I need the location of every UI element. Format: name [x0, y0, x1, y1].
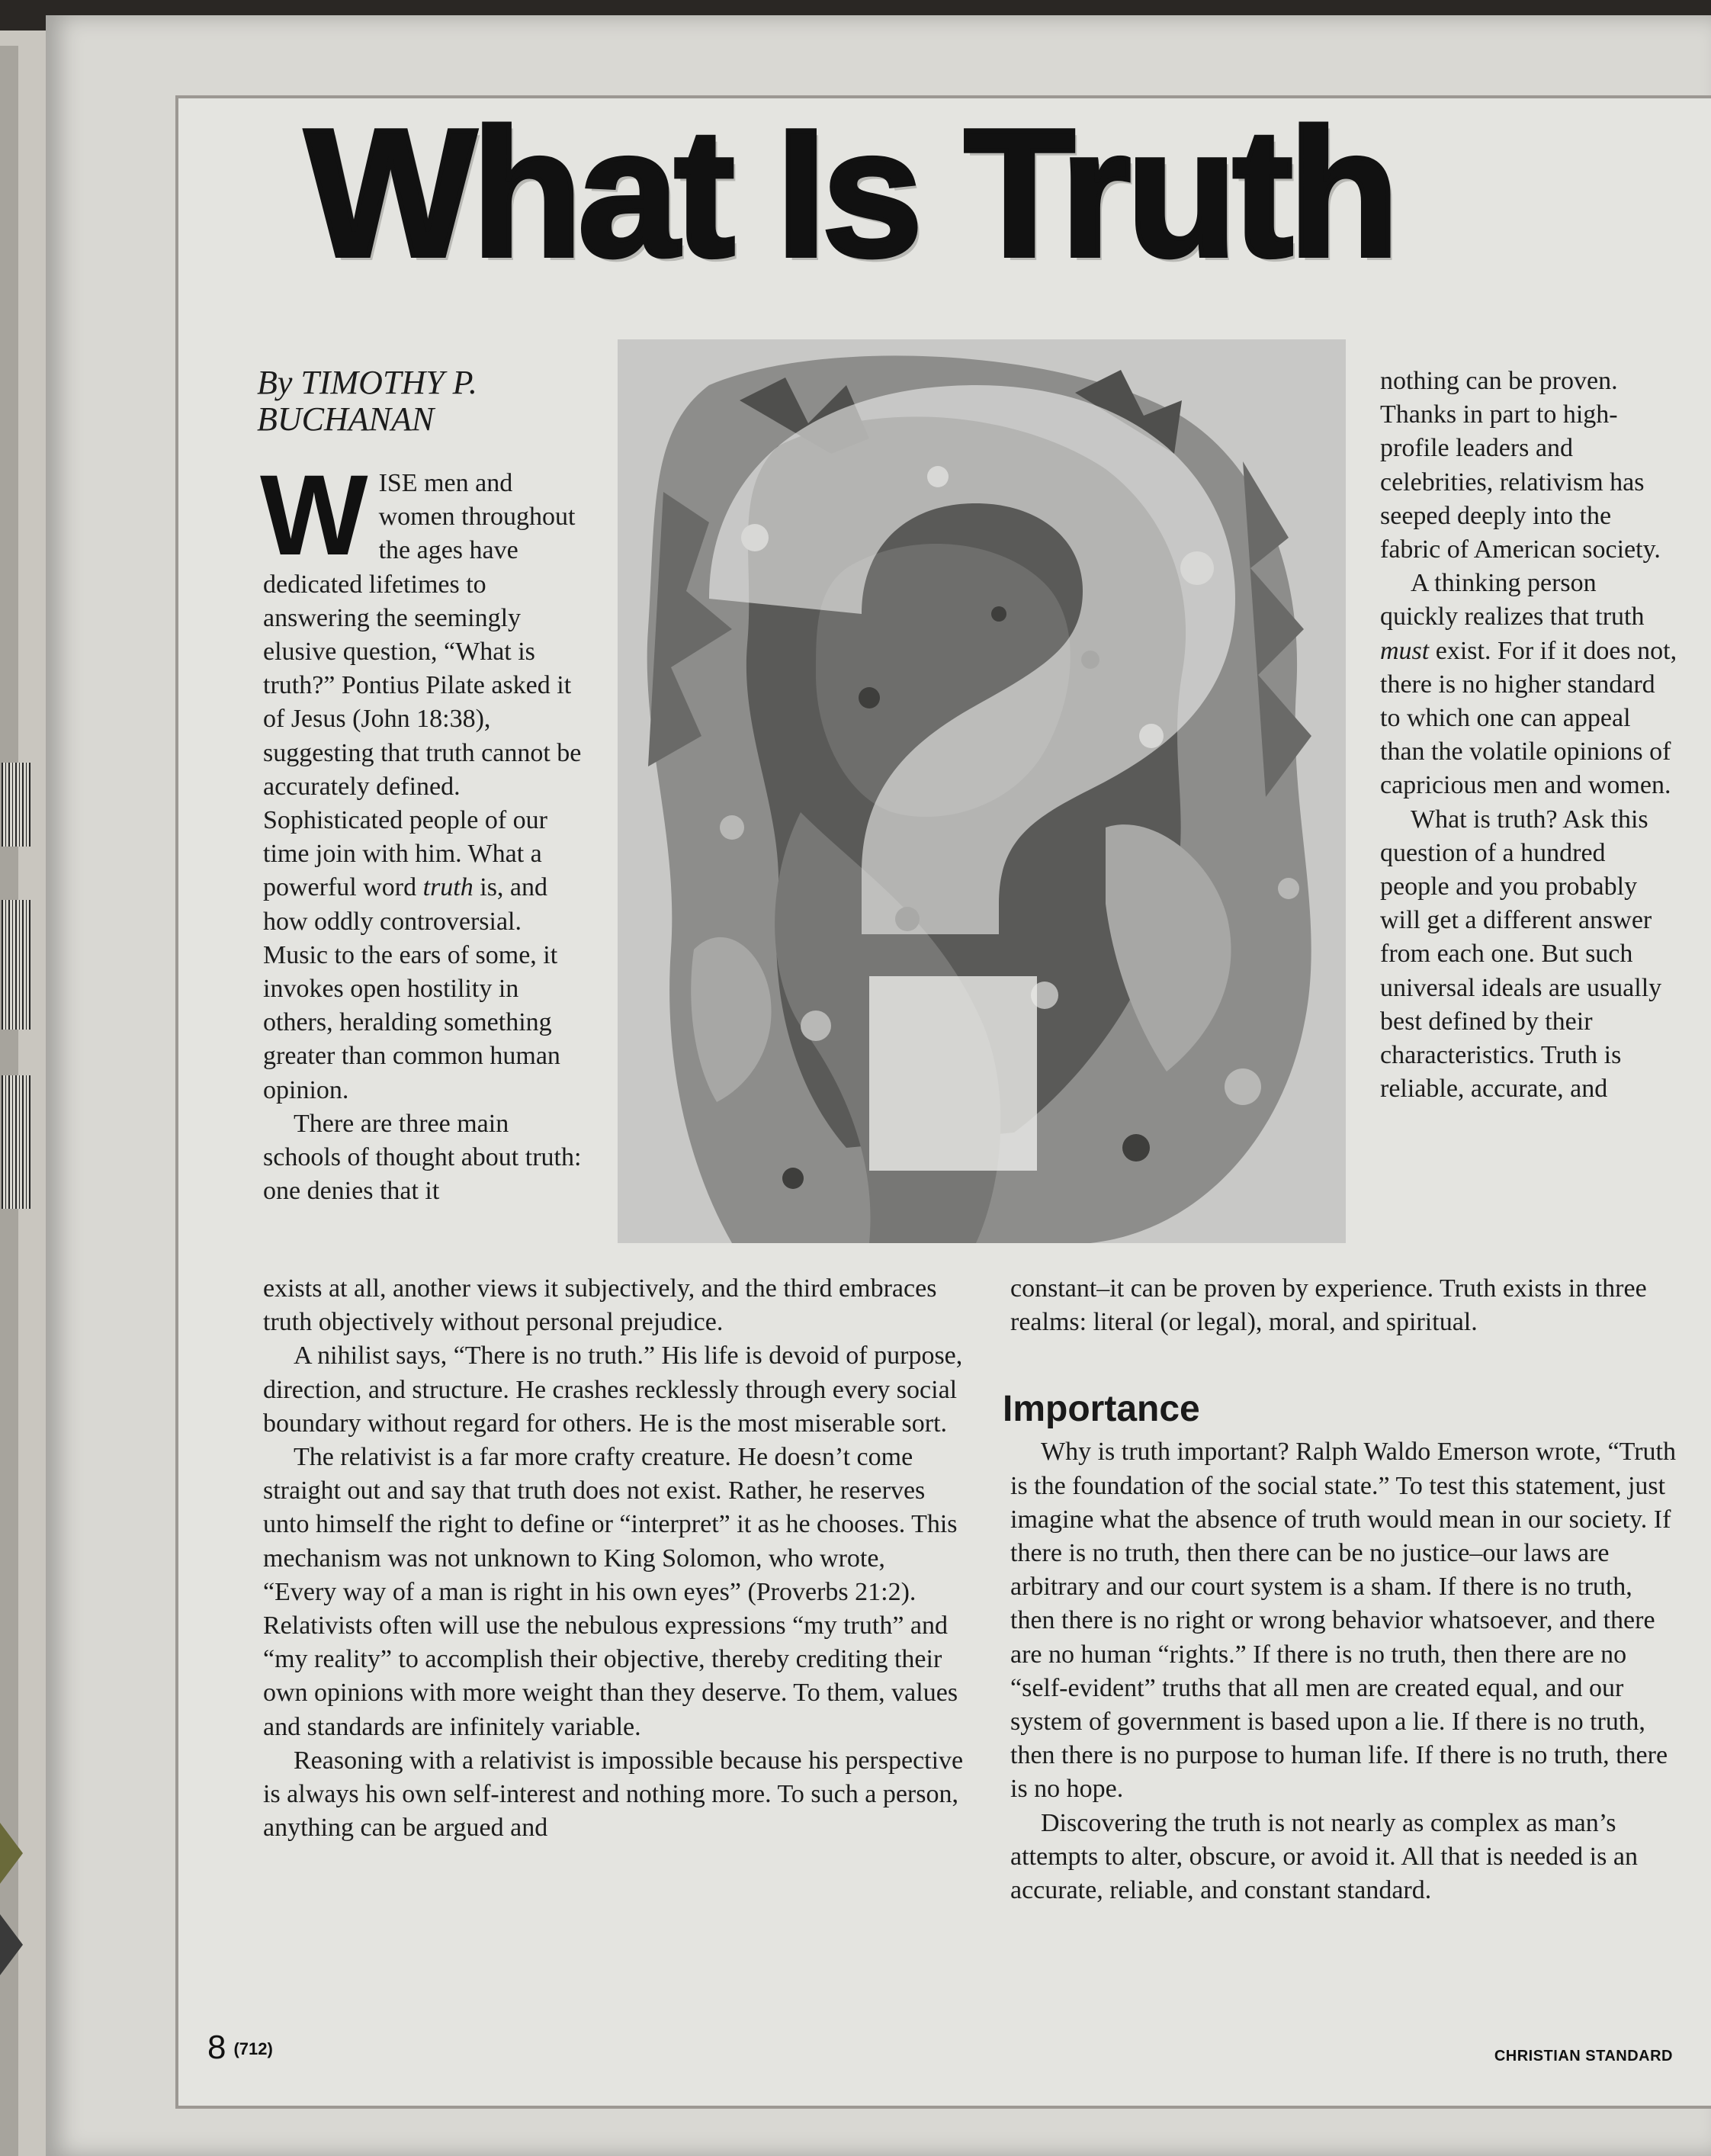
- byline-line: By TIMOTHY P.: [257, 364, 477, 401]
- page-number-sub: (712): [233, 2039, 273, 2059]
- column-right-lower: [1003, 1272, 1681, 1907]
- column-left-upper: [260, 451, 591, 1208]
- paragraph: [1380, 567, 1677, 802]
- page-number: [207, 2029, 273, 2067]
- paragraph-text: is, and how oddly controversial. Music to the ears of some, it invokes open hostility in others, heralding something greater than common human opinion.: [263, 873, 560, 1104]
- paragraph: nothing can be proven. Thanks in part to high-profile leaders and celebrities, relativism has seeped deeply into the fabric of American society.: [1380, 367, 1661, 564]
- question-mark-illustration: [618, 339, 1346, 1243]
- magazine-name: CHRISTIAN STANDARD: [1494, 2048, 1673, 2064]
- paragraph: Why is truth important? Ralph Waldo Emerson wrote, “Truth is the foundation of the social state.” To test this statement, just imagine what the absence of truth would mean in our society. If there is no truth, then there can be no justice–our laws are arbitrary and our court system is a sham. If there is no truth, then there is no right or wrong behavior whatsoever, and there are no human “rights.” If there is no truth, then there are no “self-evident” truths that all men are created equal, and our system of government is based upon a lie. If there is no truth, then there is no purpose to human life. If there is no truth, there is no hope.: [1010, 1438, 1676, 1804]
- edge-graphic: [0, 1914, 23, 1975]
- paragraph: Reasoning with a relativist is impossible because his perspective is always his own self-interest and nothing more. To such a person, anything can be argued and: [263, 1746, 964, 1843]
- article-title: What Is Truth: [305, 92, 1395, 294]
- paragraph-text: ISE men and women throughout the ages have dedicated lifetimes to answering the seemingly elusive question, “What is truth?” Pontius Pilate asked it of Jesus (John 18:38), suggesting that truth cannot be accurately defined. Sophisticated people of our time join with him. What a powerful word: [263, 469, 582, 902]
- paragraph: There are three main schools of thought about truth: one denies that it: [263, 1109, 582, 1206]
- edge-marks: [2, 900, 30, 1030]
- paragraph: Discovering the truth is not nearly as complex as man’s attempts to alter, obscure, or avoid it. All that is needed is an accurate, reliable, and constant standard.: [1010, 1808, 1638, 1905]
- paragraph: constant–it can be proven by experience. Truth exists in three realms: literal (or legal), moral, and spiritual.: [1010, 1274, 1647, 1337]
- edge-marks: [2, 763, 30, 847]
- paragraph-text: A thinking person quickly realizes that truth: [1380, 569, 1645, 631]
- paragraph-text: exist. For if it does not, there is no higher standard to which one can appeal than the volatile opinions of capricious men and women.: [1380, 636, 1677, 800]
- paragraph: The relativist is a far more crafty creature. He doesn’t come straight out and say that truth does not exist. Rather, he reserves unto himself the right to define or “interpret” it as he chooses. This mechanism was not unknown to King Solomon, who wrote, “Every way of a man is right in his own eyes” (Proverbs 21:2). Relativists often will use the nebulous expressions “my truth” and “my reality” to accomplish their objective, thereby crediting their own opinions with more weight than they deserve. To them, values and standards are infinitely variable.: [263, 1443, 958, 1741]
- page-number-main: 8: [207, 2029, 226, 2066]
- drop-cap: W: [260, 451, 368, 579]
- edge-graphic: [0, 1823, 23, 1884]
- paragraph: What is truth? Ask this question of a hundred people and you probably will get a different answer from each one. But such universal ideals are usually best defined by their characteristics. Truth is reliable, accurate, and: [1380, 805, 1662, 1104]
- column-right-upper: [1380, 365, 1677, 1106]
- paragraph: A nihilist says, “There is no truth.” His life is devoid of purpose, direction, and structure. He crashes recklessly through every social boundary without regard for others. He is the most miserable sort.: [263, 1341, 963, 1438]
- paragraph: [260, 451, 591, 1107]
- emphasis: must: [1380, 636, 1430, 665]
- byline: [257, 365, 592, 438]
- edge-marks: [2, 1075, 30, 1209]
- byline-line: BUCHANAN: [257, 400, 435, 438]
- paragraph: exists at all, another views it subjectively, and the third embraces truth objectively without personal prejudice.: [263, 1274, 937, 1337]
- emphasis: truth: [422, 873, 473, 902]
- section-heading: Importance: [1003, 1389, 1200, 1430]
- column-left-lower: [263, 1272, 965, 1845]
